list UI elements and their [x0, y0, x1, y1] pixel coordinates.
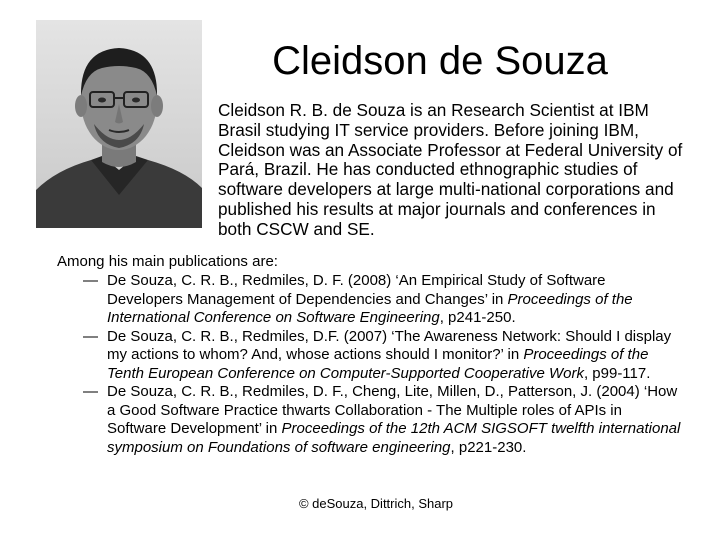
publication-citation: De Souza, C. R. B., Redmiles, D. F. (2008) ‘An Empirical Study of Software Developers Management of Dependencies and Changes’ in	[107, 272, 606, 308]
publication-venue: Proceedings of the 12th ACM SIGSOFT twelfth international symposium on Foundations of software engineering	[107, 420, 681, 456]
portrait-photo	[36, 20, 202, 228]
publication-item	[83, 272, 683, 328]
dash-bullet: —	[83, 383, 98, 400]
publication-pages: , p221-230.	[450, 438, 527, 456]
publication-item	[83, 328, 683, 384]
dash-bullet: —	[83, 327, 98, 345]
portrait-illustration	[36, 20, 202, 228]
publication-item	[83, 383, 683, 457]
publication-venue: Proceedings of the International Conference on Software Engineering	[107, 290, 633, 326]
page-title: Cleidson de Souza	[272, 39, 608, 83]
publication-pages: , p99-117.	[583, 364, 651, 382]
dash-bullet: —	[83, 272, 98, 289]
publication-pages: , p241-250.	[439, 309, 516, 326]
publication-citation: De Souza, C. R. B., Redmiles, D. F., Cheng, Lite, Millen, D., Patterson, J. (2004) ‘How a Good Software Practice thwarts Collaboration - The Multiple roles of APIs in Software Development’ in	[107, 383, 678, 437]
publication-citation: De Souza, C. R. B., Redmiles, D.F. (2007) ‘The Awareness Network: Should I display my actions to whom? And, whose actions should I monitor?’ in	[107, 327, 672, 363]
publications-list	[83, 272, 683, 457]
biography-paragraph: Cleidson R. B. de Souza is an Research Scientist at IBM Brasil studying IT service providers. Before joining IBM, Cleidson was an Associate Professor at Federal University of Pará, Brazil. He has conducted ethnographic studies of software developers at large multi-national corporations and published his results at major journals and conferences in both CSCW and SE.	[218, 100, 683, 239]
publications-intro: Among his main publications are:	[57, 253, 278, 270]
publication-venue: Proceedings of the Tenth European Conference on Computer-Supported Cooperative Work	[107, 346, 649, 382]
copyright-footer: © deSouza, Dittrich, Sharp	[298, 496, 454, 511]
